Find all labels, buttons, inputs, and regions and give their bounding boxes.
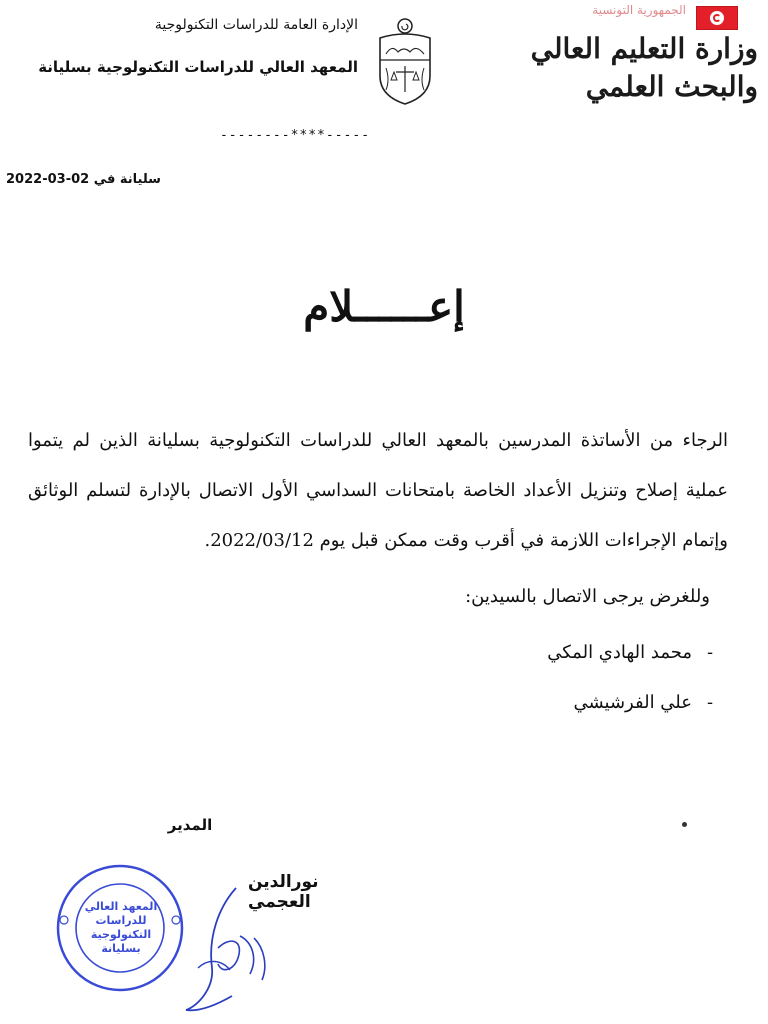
notice-body: الرجاء من الأساتذة المدرسين بالمعهد العالي للدراسات التكنولوجية بسليانة الذين لم يتموا عملية إصلاح وتنزيل الأعداد الخاصة بامتحانات السداسي الأول الاتصال بالإدارة لتسلم الوثائق وإتمام الإجراءات اللازمة في أقرب وقت ممكن قبل يوم 2022/03/12. bbox=[28, 430, 728, 551]
tunisia-flag-icon bbox=[696, 6, 738, 30]
contact-intro: وللغرض يرجى الاتصال بالسيدين: bbox=[465, 586, 710, 607]
ministry-name: وزارة التعليم العالي والبحث العلمي bbox=[530, 32, 758, 103]
contact-item bbox=[428, 692, 728, 713]
tunisia-coat-of-arms-icon bbox=[372, 16, 438, 106]
contact-name: علي الفرشيشي bbox=[573, 692, 692, 713]
general-directorate: الإدارة العامة للدراسات التكنولوجية bbox=[154, 17, 358, 33]
list-bullet: - bbox=[706, 692, 714, 713]
dateline: سليانة في 02-03-2022 bbox=[6, 172, 161, 187]
margin-dot bbox=[682, 822, 687, 827]
contact-item bbox=[428, 642, 728, 663]
separator-line: --------****----- bbox=[219, 128, 371, 143]
republic-name: الجمهورية التونسية bbox=[592, 3, 686, 17]
institute-name: المعهد العالي للدراسات التكنولوجية بسليانة bbox=[38, 58, 358, 76]
contact-name: محمد الهادي المكي bbox=[547, 642, 692, 663]
stamp-text: المعهد العالي للدراسات التكنولوجية بسليانة bbox=[84, 900, 158, 955]
director-name: نورالدين العجمي bbox=[248, 872, 319, 912]
list-bullet: - bbox=[706, 642, 714, 663]
notice-title: إعــــــلام bbox=[303, 282, 465, 331]
director-title: المدير bbox=[167, 816, 213, 834]
handwritten-signature bbox=[178, 878, 288, 1018]
